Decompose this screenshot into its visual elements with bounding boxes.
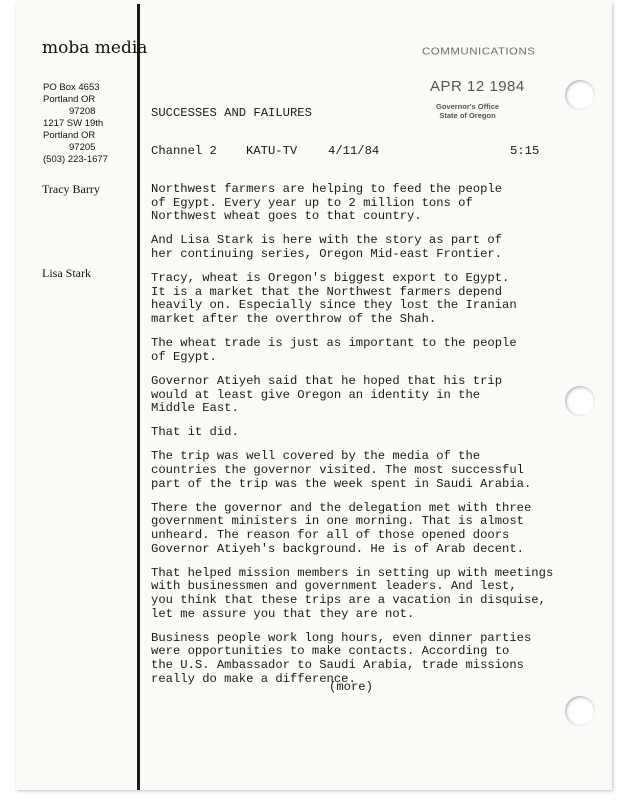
document-page	[16, 2, 612, 790]
continuation-marker: (more)	[329, 680, 373, 694]
script-paragraph: Business people work long hours, even dinner parties were opportunities to make contacts. According to the U.S. Ambassador to Saudi Arabia, trade missions really do make a difference.	[151, 630, 532, 686]
speaker-tracy-barry: Tracy Barry	[42, 182, 100, 196]
channel: Channel 2	[151, 144, 217, 158]
script-paragraph: Tracy, wheat is Oregon's biggest export to Egypt. It is a market that the Northwest farmers depend heavily on. Especially since they lost the Iranian market after the overthrow of the Shah.	[151, 271, 517, 326]
address-line: PO Box 4653	[43, 82, 100, 93]
duration: 5:15	[510, 144, 540, 158]
stamp-office-line: State of Oregon	[439, 111, 496, 120]
address-line: Portland OR	[43, 130, 96, 141]
received-stamp-office	[436, 102, 499, 120]
script-paragraph: That helped mission members in setting up with meetings with businessmen and government leaders. And lest, you think that these trips are a vacation in disquise, let me assure you that they are not.	[151, 565, 554, 621]
received-stamp-department: COMMUNICATIONS	[422, 46, 536, 58]
address-line: (503) 223-1677	[43, 154, 108, 165]
script-body	[151, 183, 561, 697]
script-paragraph: That it did.	[151, 425, 239, 440]
script-paragraph: There the governor and the delegation met with three government ministers in one morning. That is almost unheard. The reason for all of those opened doors Governor Atiyeh's background. He is of Arab decent.	[151, 500, 532, 556]
received-stamp-date: APR 12 1984	[430, 78, 525, 95]
address-line: 97205	[69, 142, 96, 153]
margin-rule	[137, 4, 140, 790]
company-address	[43, 82, 108, 166]
speaker-lisa-stark: Lisa Stark	[42, 266, 91, 280]
punch-hole	[565, 80, 595, 110]
script-paragraph: And Lisa Stark is here with the story as part of her continuing series, Oregon Mid-east Frontier.	[151, 233, 503, 261]
script-paragraph: The trip was well covered by the media of the countries the governor visited. The most successful part of the trip was the week spent in Saudi Arabia.	[151, 449, 532, 491]
script-paragraph: The wheat trade is just as important to the people of Egypt.	[151, 336, 517, 364]
company-name: moba media	[42, 38, 148, 58]
address-line: 97208	[69, 106, 96, 117]
address-line: Portland OR	[43, 94, 96, 105]
script-paragraph: Northwest farmers are helping to feed the people of Egypt. Every year up to 2 million tons of Northwest wheat goes to that country.	[151, 182, 503, 224]
stamp-office-line: Governor's Office	[436, 102, 500, 111]
address-line: 1217 SW 19th	[43, 118, 104, 129]
script-paragraph: Governor Atiyeh said that he hoped that his trip would at least give Oregon an identity in the Middle East.	[151, 373, 503, 416]
punch-hole	[565, 696, 595, 726]
story-title: SUCCESSES AND FAILURES	[151, 106, 312, 120]
air-date: 4/11/84	[328, 144, 380, 158]
punch-hole	[565, 386, 595, 416]
station: KATU-TV	[246, 144, 298, 158]
